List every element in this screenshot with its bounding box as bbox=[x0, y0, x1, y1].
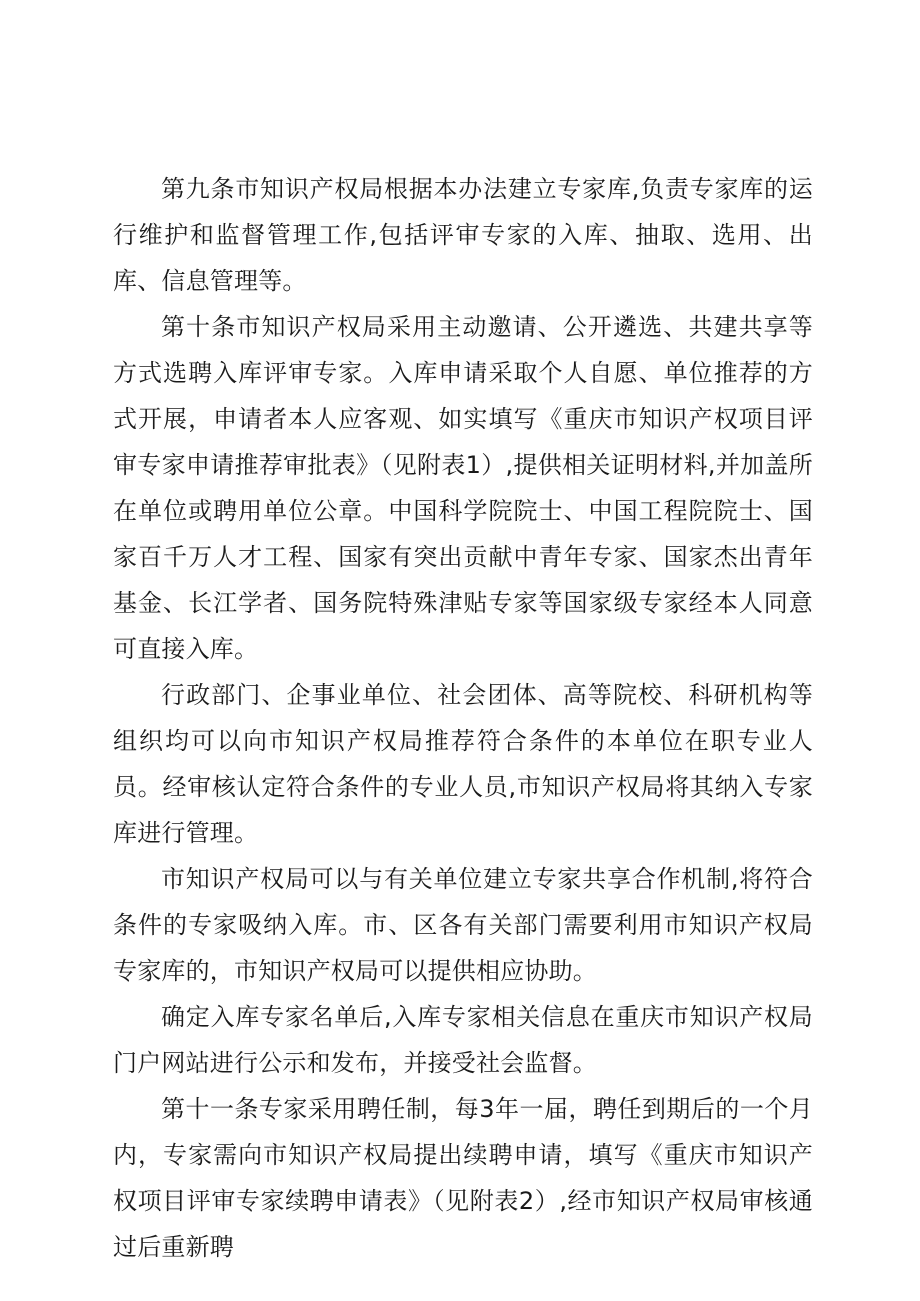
paragraph-article-9: 第九条市知识产权局根据本办法建立专家库,负责专家库的运行维护和监督管理工作,包括评审专家的入库、抽取、选用、出库、信息管理等。 bbox=[113, 175, 813, 295]
paragraph-recommendation: 行政部门、企事业单位、社会团体、高等院校、科研机构等组织均可以向市知识产权局推荐符合条件的本单位在职专业人员。经审核认定符合条件的专业人员,市知识产权局将其纳入专家库进行管理。 bbox=[113, 681, 813, 847]
paragraph-sharing-mechanism: 市知识产权局可以与有关单位建立专家共享合作机制,将符合条件的专家吸纳入库。市、区各有关部门需要利用市知识产权局专家库的，市知识产权局可以提供相应协助。 bbox=[113, 865, 813, 985]
document-body bbox=[113, 166, 813, 1270]
paragraph-publicity: 确定入库专家名单后,入库专家相关信息在重庆市知识产权局门户网站进行公示和发布，并接受社会监督。 bbox=[113, 1003, 813, 1077]
paragraph-article-11: 第十一条专家采用聘任制，每3年一届，聘任到期后的一个月内，专家需向市知识产权局提出续聘申请，填写《重庆市知识产权项目评审专家续聘申请表》（见附表2）,经市知识产权局审核通过后重新聘 bbox=[113, 1095, 813, 1261]
paragraph-article-10: 第十条市知识产权局采用主动邀请、公开遴选、共建共享等方式选聘入库评审专家。入库申请采取个人自愿、单位推荐的方式开展，申请者本人应客观、如实填写《重庆市知识产权项目评审专家申请推荐审批表》（见附表1）,提供相关证明材料,并加盖所在单位或聘用单位公章。中国科学院院士、中国工程院院士、国家百千万人才工程、国家有突出贡献中青年专家、国家杰出青年基金、长江学者、国务院特殊津贴专家等国家级专家经本人同意可直接入库。 bbox=[113, 313, 813, 663]
